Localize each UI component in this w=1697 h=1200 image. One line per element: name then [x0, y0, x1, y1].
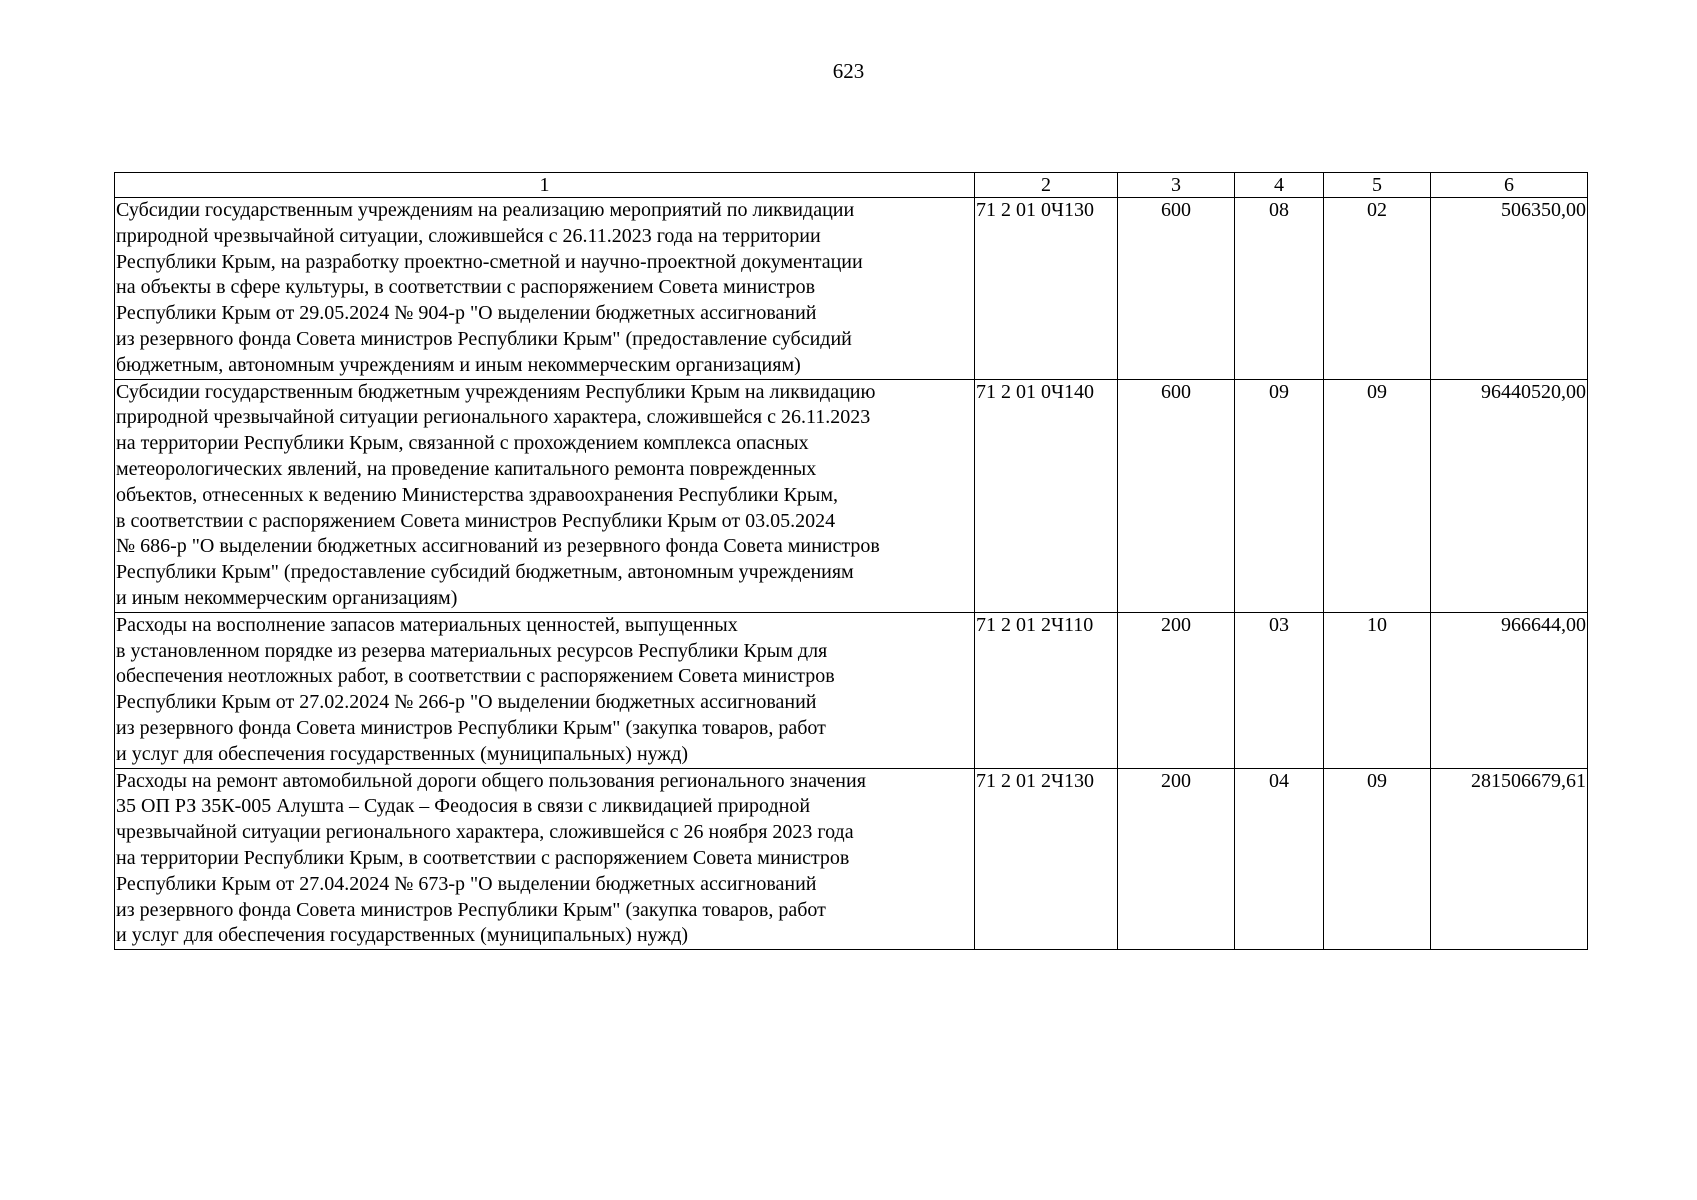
header-row [115, 173, 1588, 198]
row-target-code: 71 2 01 0Ч130 [975, 198, 1118, 380]
table-row [115, 379, 1588, 612]
row-col4: 04 [1235, 768, 1324, 950]
table-row [115, 198, 1588, 380]
row-target-code: 71 2 01 2Ч130 [975, 768, 1118, 950]
row-amount: 506350,00 [1431, 198, 1588, 380]
row-description: Субсидии государственным бюджетным учреждениям Республики Крым на ликвидацию природной чрезвычайной ситуации регионального характера, сложившейся с 26.11.2023 на территории Республики Крым, связанной с прохождением комплекса опасных метеорологических явлений, на проведение капитального ремонта поврежденных объектов, отнесенных к ведению Министерства здравоохранения Республики Крым, в соответствии с распоряжением Совета министров Республики Крым от 03.05.2024 № 686-р "О выделении бюджетных ассигнований из резервного фонда Совета министров Республики Крым" (предоставление субсидий бюджетным, автономным учреждениям и иным некоммерческим организациям) [115, 379, 975, 612]
row-col3: 600 [1118, 198, 1235, 380]
column-header-5: 5 [1324, 173, 1431, 198]
row-col3: 600 [1118, 379, 1235, 612]
row-col3: 200 [1118, 768, 1235, 950]
column-header-4: 4 [1235, 173, 1324, 198]
row-description: Расходы на восполнение запасов материальных ценностей, выпущенных в установленном порядке из резерва материальных ресурсов Республики Крым для обеспечения неотложных работ, в соответствии с распоряжением Совета министров Республики Крым от 27.02.2024 № 266-р "О выделении бюджетных ассигнований из резервного фонда Совета министров Республики Крым" (закупка товаров, работ и услуг для обеспечения государственных (муниципальных) нужд) [115, 612, 975, 768]
row-col4: 03 [1235, 612, 1324, 768]
column-header-2: 2 [975, 173, 1118, 198]
column-header-3: 3 [1118, 173, 1235, 198]
row-col5: 09 [1324, 379, 1431, 612]
column-header-6: 6 [1431, 173, 1588, 198]
row-target-code: 71 2 01 2Ч110 [975, 612, 1118, 768]
row-col5: 10 [1324, 612, 1431, 768]
row-amount: 281506679,61 [1431, 768, 1588, 950]
row-amount: 966644,00 [1431, 612, 1588, 768]
budget-table [114, 172, 1588, 950]
row-amount: 96440520,00 [1431, 379, 1588, 612]
column-header-1: 1 [115, 173, 975, 198]
page-number: 623 [832, 59, 865, 83]
row-col5: 02 [1324, 198, 1431, 380]
table-row [115, 768, 1588, 950]
row-col3: 200 [1118, 612, 1235, 768]
row-col4: 09 [1235, 379, 1324, 612]
table-row [115, 612, 1588, 768]
row-description: Субсидии государственным учреждениям на реализацию мероприятий по ликвидации природной чрезвычайной ситуации, сложившейся с 26.11.2023 года на территории Республики Крым, на разработку проектно-сметной и научно-проектной документации на объекты в сфере культуры, в соответствии с распоряжением Совета министров Республики Крым от 29.05.2024 № 904-р "О выделении бюджетных ассигнований из резервного фонда Совета министров Республики Крым" (предоставление субсидий бюджетным, автономным учреждениям и иным некоммерческим организациям) [115, 198, 975, 380]
row-description: Расходы на ремонт автомобильной дороги общего пользования регионального значения 35 ОП РЗ 35К-005 Алушта – Судак – Феодосия в связи с ликвидацией природной чрезвычайной ситуации регионального характера, сложившейся с 26 ноября 2023 года на территории Республики Крым, в соответствии с распоряжением Совета министров Республики Крым от 27.04.2024 № 673-р "О выделении бюджетных ассигнований из резервного фонда Совета министров Республики Крым" (закупка товаров, работ и услуг для обеспечения государственных (муниципальных) нужд) [115, 768, 975, 950]
row-target-code: 71 2 01 0Ч140 [975, 379, 1118, 612]
row-col4: 08 [1235, 198, 1324, 380]
row-col5: 09 [1324, 768, 1431, 950]
